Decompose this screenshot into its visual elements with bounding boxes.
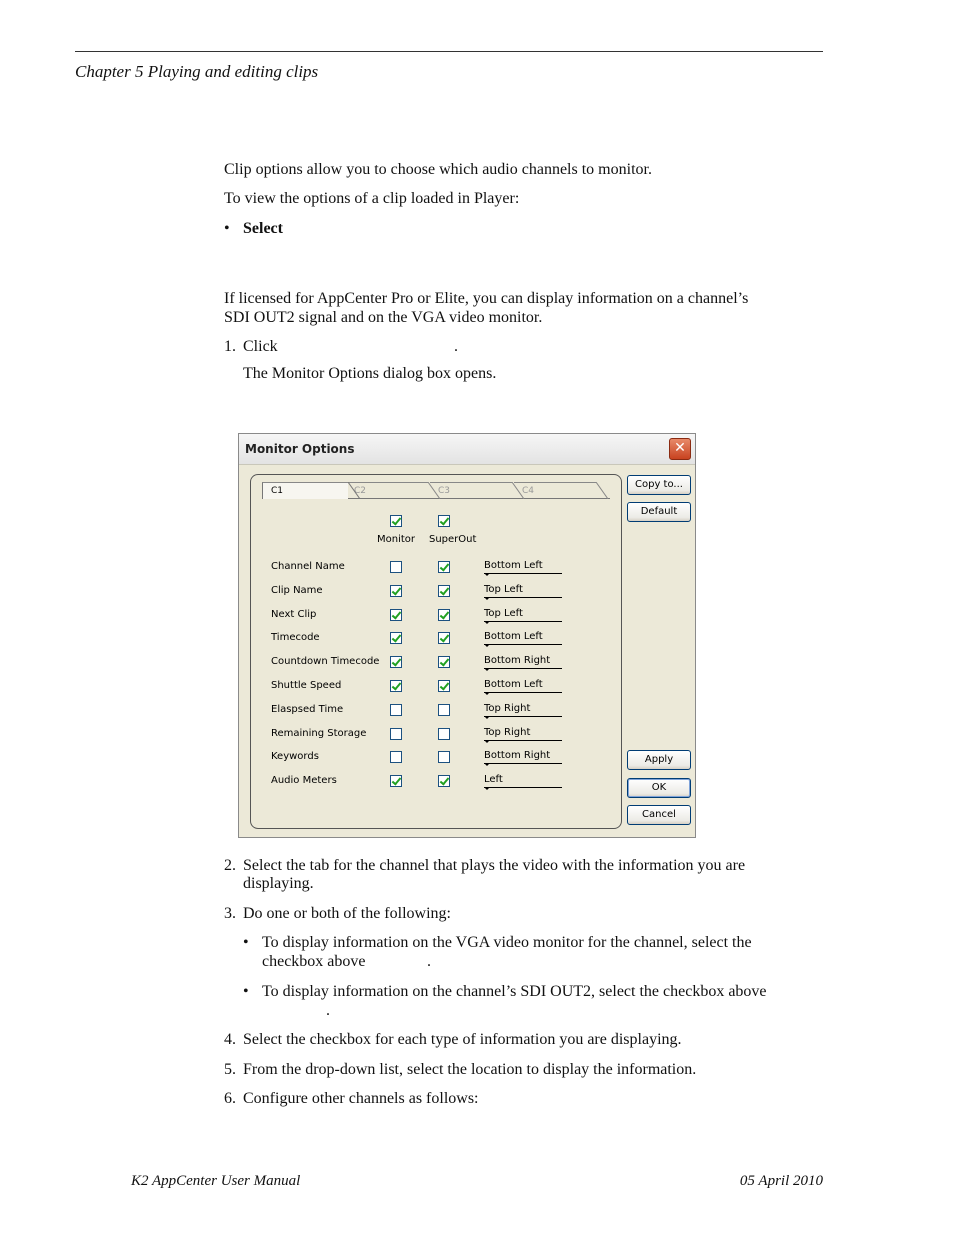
location-dropdown[interactable] [484,774,562,788]
step5-number: 5. [224,1061,236,1078]
location-value: Bottom Left [484,679,543,690]
superout-checkbox[interactable] [438,704,450,716]
tab-c4[interactable] [514,482,596,499]
header-rule [75,51,823,52]
step1-text: Click [243,338,278,355]
step2-number: 2. [224,857,236,874]
dialog-titlebar[interactable] [239,434,695,465]
bullet-glyph: • [243,983,249,1000]
chevron-down-icon [484,716,490,719]
step5-text: From the drop-down list, select the location to display the information. [243,1061,697,1078]
location-dropdown[interactable] [484,727,562,741]
row-label: Keywords [271,751,319,762]
tab-c3-label: C3 [438,486,451,496]
tab-edge [348,482,360,499]
monitor-checkbox[interactable] [390,704,402,716]
monitor-options-dialog [238,433,696,838]
superout-checkbox[interactable] [438,728,450,740]
location-value: Top Left [484,608,523,619]
location-value: Top Right [484,703,531,714]
location-value: Bottom Left [484,560,543,571]
superout-checkbox[interactable] [438,680,450,692]
superout-checkbox[interactable] [438,609,450,621]
location-dropdown[interactable] [484,560,562,574]
superout-checkbox[interactable] [438,585,450,597]
location-value: Bottom Right [484,655,551,666]
tab-edge [596,482,608,499]
location-dropdown[interactable] [484,584,562,598]
row-label: Countdown Timecode [271,656,380,667]
step1-period: . [454,338,458,355]
row-label: Timecode [271,632,320,643]
close-icon[interactable]: ✕ [669,438,691,460]
chapter-header: Chapter 5 Playing and editing clips [75,62,319,81]
step2-line2: displaying. [243,875,314,892]
apply-button[interactable]: Apply [627,750,691,770]
superout-checkbox[interactable] [438,656,450,668]
tab-c1[interactable] [262,482,348,499]
superout-column-header: SuperOut [429,534,477,545]
superout-checkbox[interactable] [438,561,450,573]
channel-tab-panel [250,474,622,829]
sdi-bullet-period: . [326,1002,330,1019]
location-value: Top Left [484,584,523,595]
sdi-bullet-line1: To display information on the channel’s SDI OUT2, select the checkbox above [262,983,767,1000]
row-label: Next Clip [271,609,317,620]
superout-all-checkbox[interactable] [438,515,450,527]
default-button[interactable]: Default [627,502,691,522]
row-label: Channel Name [271,561,345,572]
chevron-down-icon [484,597,490,600]
step4-text: Select the checkbox for each type of information you are displaying. [243,1031,682,1048]
step1-result: The Monitor Options dialog box opens. [243,365,497,382]
footer-manual-title: K2 AppCenter User Manual [131,1173,301,1189]
chevron-down-icon [484,740,490,743]
location-dropdown[interactable] [484,750,562,764]
location-value: Bottom Left [484,631,543,642]
location-value: Bottom Right [484,750,551,761]
monitor-all-checkbox[interactable] [390,515,402,527]
monitor-checkbox[interactable] [390,728,402,740]
superout-checkbox[interactable] [438,632,450,644]
row-label: Elaspsed Time [271,704,344,715]
license-paragraph-line2: SDI OUT2 signal and on the VGA video monitor. [224,309,543,326]
step2-line1: Select the tab for the channel that plays the video with the information you are [243,857,746,874]
intro-paragraph: Clip options allow you to choose which audio channels to monitor. [224,161,652,178]
bullet-glyph: • [224,220,230,237]
chevron-down-icon [484,692,490,695]
cancel-button[interactable]: Cancel [627,805,691,825]
monitor-checkbox[interactable] [390,561,402,573]
license-paragraph-line1: If licensed for AppCenter Pro or Elite, you can display information on a channel’s [224,290,749,307]
location-dropdown[interactable] [484,608,562,622]
monitor-checkbox[interactable] [390,775,402,787]
monitor-checkbox[interactable] [390,656,402,668]
tab-c2-label: C2 [354,486,367,496]
location-dropdown[interactable] [484,703,562,717]
step1-number: 1. [224,338,236,355]
monitor-checkbox[interactable] [390,680,402,692]
step6-text: Configure other channels as follows: [243,1090,479,1107]
copy-to-button[interactable]: Copy to... [627,475,691,495]
monitor-checkbox[interactable] [390,632,402,644]
chevron-down-icon [484,573,490,576]
dialog-title: Monitor Options [245,442,355,456]
bullet-glyph: • [243,934,249,951]
vga-bullet-line2: checkbox above [262,953,366,970]
superout-checkbox[interactable] [438,775,450,787]
monitor-checkbox[interactable] [390,751,402,763]
tab-c1-label: C1 [271,486,284,496]
location-dropdown[interactable] [484,631,562,645]
footer-date: 05 April 2010 [739,1173,823,1189]
location-dropdown[interactable] [484,679,562,693]
step3-text: Do one or both of the following: [243,905,451,922]
vga-bullet-line1: To display information on the VGA video monitor for the channel, select the [262,934,752,951]
chevron-down-icon [484,763,490,766]
row-label: Shuttle Speed [271,680,342,691]
ok-button[interactable]: OK [627,778,691,798]
tab-c3[interactable] [430,482,512,499]
row-label: Clip Name [271,585,323,596]
location-value: Top Right [484,727,531,738]
select-instruction: Select [243,220,283,237]
location-value: Left [484,774,503,785]
chevron-down-icon [484,668,490,671]
chevron-down-icon [484,621,490,624]
monitor-column-header: Monitor [377,534,416,545]
superout-checkbox[interactable] [438,751,450,763]
monitor-checkbox[interactable] [390,609,402,621]
monitor-checkbox[interactable] [390,585,402,597]
view-options-paragraph: To view the options of a clip loaded in Player: [224,190,520,207]
tab-c4-label: C4 [522,486,535,496]
vga-bullet-period: . [427,953,431,970]
chevron-down-icon [484,644,490,647]
row-label: Remaining Storage [271,728,367,739]
row-label: Audio Meters [271,775,337,786]
location-dropdown[interactable] [484,655,562,669]
chevron-down-icon [484,787,490,790]
step4-number: 4. [224,1031,236,1048]
step3-number: 3. [224,905,236,922]
step6-number: 6. [224,1090,236,1107]
